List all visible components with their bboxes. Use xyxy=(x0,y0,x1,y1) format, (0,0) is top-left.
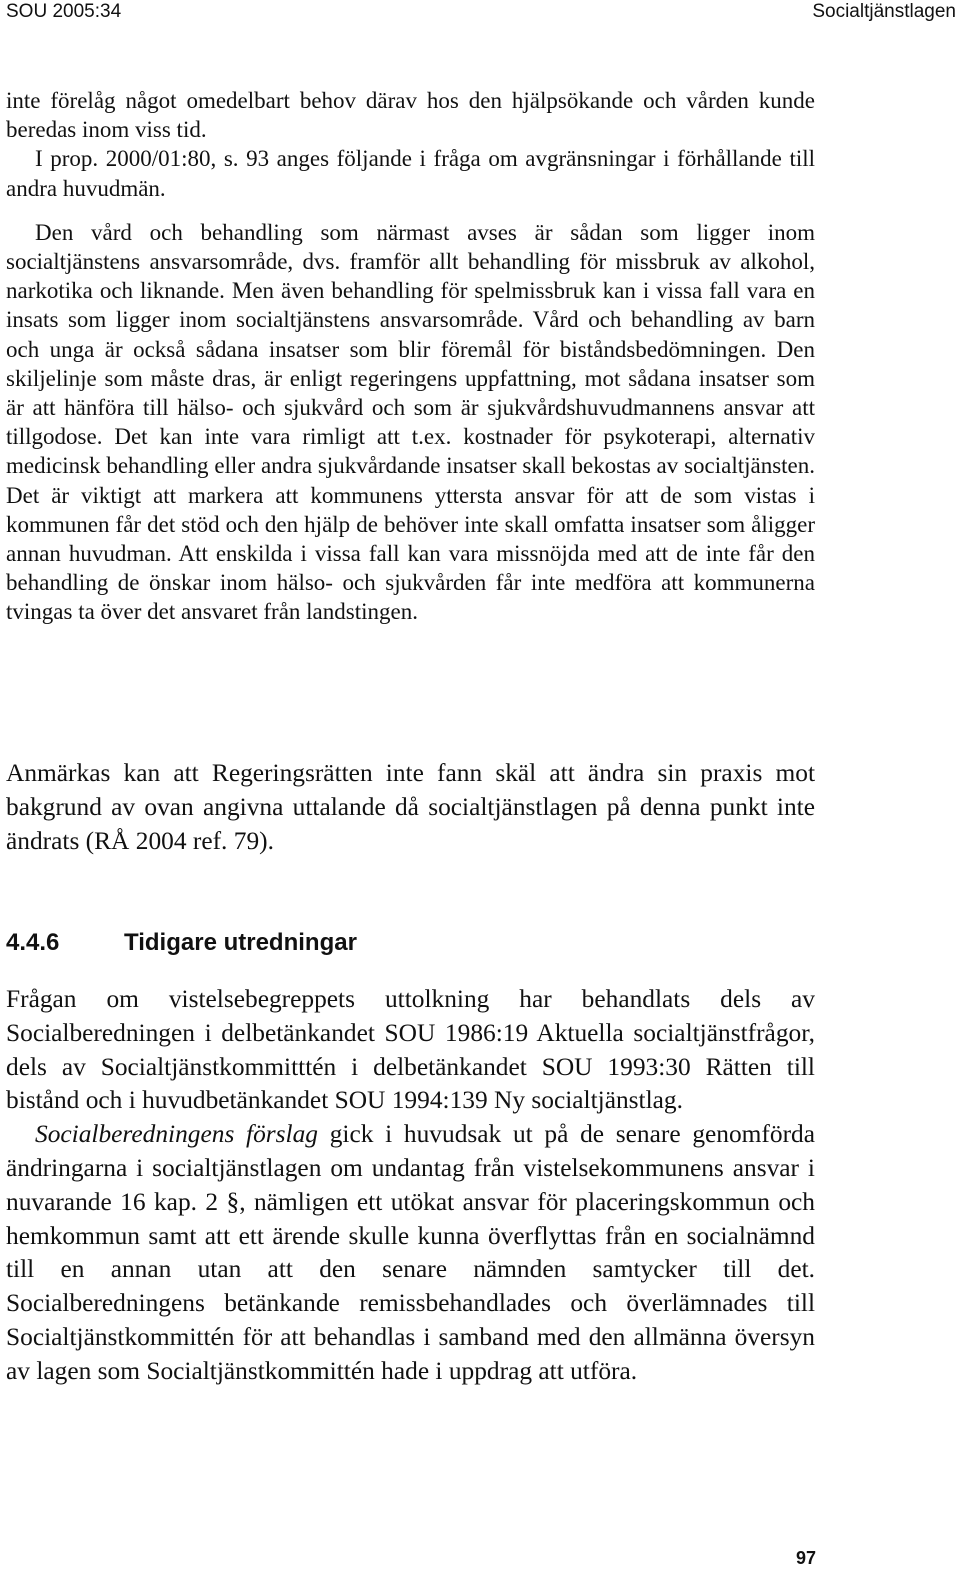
document-reference: SOU 2005:34 xyxy=(6,1,122,22)
remark-paragraph: Anmärkas kan att Regeringsrätten inte fann skäl att ändra sin praxis mot bakgrund av ovan angivna uttalande då socialtjänstlagen på denna punkt inte ändrats (RÅ 2004 ref. 79). xyxy=(6,759,815,855)
running-title: Socialtjänstlagen xyxy=(812,1,956,22)
quote-paragraph-1: inte förelåg något omedelbart behov därav hos den hjälpsökande och vården kunde beredas inom viss tid. xyxy=(6,88,815,143)
section-title: Tidigare utredningar xyxy=(124,929,357,956)
section-body xyxy=(6,983,815,1389)
italic-term: Socialberedningens förslag xyxy=(35,1120,318,1149)
quoted-passage xyxy=(6,86,815,627)
section-paragraph-2 xyxy=(6,1118,815,1388)
section-number: 4.4.6 xyxy=(6,929,60,956)
page-number: 97 xyxy=(795,1548,816,1568)
remark-section xyxy=(6,757,815,858)
section-paragraph-2-text: gick i huvudsak ut på de senare genomförda ändringarna i socialtjänstlagen om undantag från vistelsekommunens ansvar i nuvarande 16 kap. 2 §, nämligen ett utökat ansvar för placeringskommun och hemkommun samt att ett ärende skulle kunna överflyttas från en socialnämnd till en annan utan att den senare nämnden samtycker till det. Socialberedningens betänkande remissbehandlades och överlämnades till Socialtjänstkommittén för att behandlas i samband med den allmänna översyn av lagen som Socialtjänstkommittén hade i uppdrag att utföra. xyxy=(6,1120,815,1385)
quote-paragraph-3: Den vård och behandling som närmast avses är sådan som ligger inom socialtjänstens ansvarsområde, dvs. framför allt behandling för missbruk av alkohol, narkotika och liknande. Men även behandling för spelmissbruk kan i vissa fall vara en insats som ligger inom socialtjänstens ansvarsområde. Vård och behandling av barn och unga är också sådana insatser som blir föremål för biståndsbedömningen. Den skiljelinje som måste dras, är enligt regeringens uppfattning, mot sådana insatser som är att hänföra till hälso- och sjukvård och som är sjukvårdshuvudmannens ansvar att tillgodose. Det kan inte vara rimligt att t.ex. kostnader för psykoterapi, alternativ medicinsk behandling eller andra sjukvårdande insatser skall bekostas av socialtjänsten. Det är viktigt att markera att kommunens yttersta ansvar för att de som vistas i kommunen får det stöd och den hjälp de behöver inte skall omfatta insatser som åligger annan huvudman. Att enskilda i vissa fall kan vara missnöjda med att de inte får den behandling de önskar inom hälso- och sjukvården får inte medföra att kommunerna tvingas ta över det ansvaret från landstingen. xyxy=(6,219,815,625)
page-header xyxy=(0,0,960,24)
section-heading xyxy=(6,926,357,960)
quote-paragraph-2: I prop. 2000/01:80, s. 93 anges följande i fråga om avgränsningar i förhållande till andra huvudmän. xyxy=(6,146,815,201)
section-paragraph-1: Frågan om vistelsebegreppets uttolkning har behandlats dels av Socialberedningen i delbetänkandet SOU 1986:19 Aktuella socialtjänstfrågor, dels av Socialtjänstkommitttén i delbetänkandet SOU 1993:30 Rätten till bistånd och i huvudbetänkandet SOU 1994:139 Ny socialtjänstlag. xyxy=(6,985,815,1115)
